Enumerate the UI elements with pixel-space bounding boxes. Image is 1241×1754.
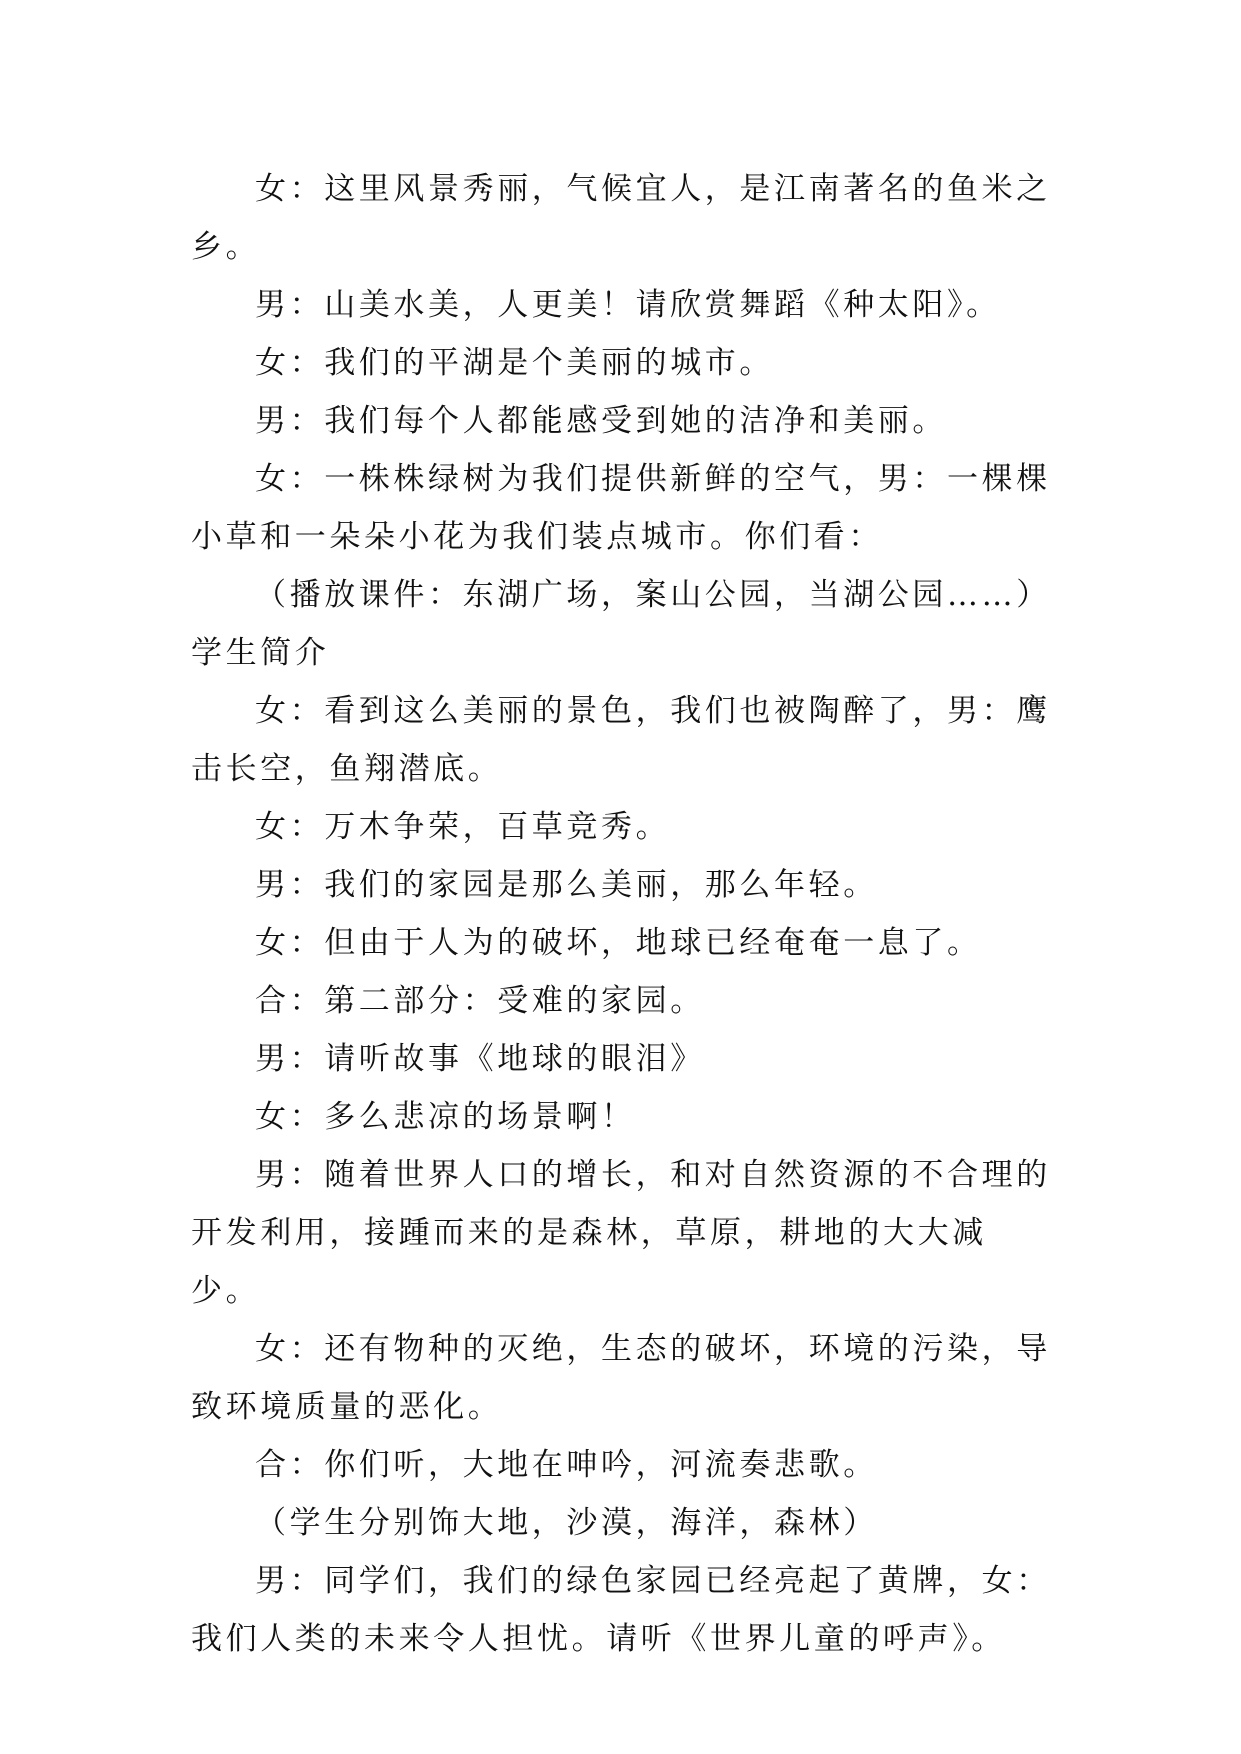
script-line: 男：山美水美，人更美！请欣赏舞蹈《种太阳》。 [255,287,1001,323]
stage-direction: （学生分别饰大地，沙漠，海洋，森林） [255,1505,878,1541]
script-line: 女：还有物种的灭绝，生态的破坏，环境的污染，导致环境质量的恶化。 [191,1331,1051,1425]
script-line: 男：我们的家园是那么美丽，那么年轻。 [255,867,878,903]
script-line: 男：请听故事《地球的眼泪》 [255,1041,705,1077]
script-line: 女：看到这么美丽的景色，我们也被陶醉了，男：鹰击长空，鱼翔潜底。 [191,693,1051,787]
document-body [191,160,1051,1668]
script-line: 女：多么悲凉的场景啊！ [255,1099,636,1135]
script-line: 男：同学们，我们的绿色家园已经亮起了黄牌，女：我们人类的未来令人担忧。请听《世界儿童的呼声》。 [191,1563,1051,1657]
script-line: 男：随着世界人口的增长，和对自然资源的不合理的开发利用，接踵而来的是森林，草原，耕地的大大减少。 [191,1157,1051,1309]
script-line: 女：一株株绿树为我们提供新鲜的空气，男：一棵棵小草和一朵朵小花为我们装点城市。你们看： [191,461,1051,555]
script-line: 女：万木争荣，百草竞秀。 [255,809,671,845]
script-line: 男：我们每个人都能感受到她的洁净和美丽。 [255,403,947,439]
stage-direction: （播放课件：东湖广场，案山公园，当湖公园……）学生简介 [191,577,1051,671]
script-line: 女：但由于人为的破坏，地球已经奄奄一息了。 [255,925,982,961]
script-line: 女：这里风景秀丽，气候宜人，是江南著名的鱼米之乡。 [191,171,1051,265]
section-heading-line: 合：第二部分：受难的家园。 [255,983,705,1019]
script-line: 女：我们的平湖是个美丽的城市。 [255,345,774,381]
script-line: 合：你们听，大地在呻吟，河流奏悲歌。 [255,1447,878,1483]
